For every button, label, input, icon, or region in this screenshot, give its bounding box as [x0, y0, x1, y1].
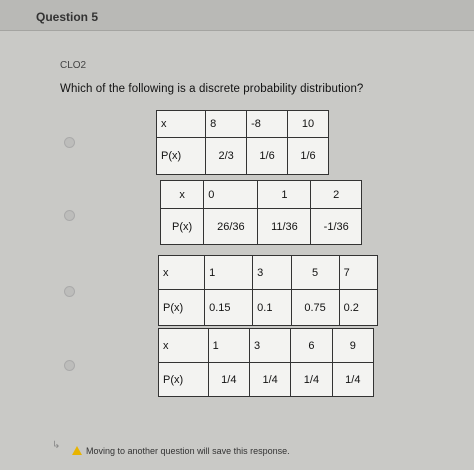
table-cell: 0.15: [205, 290, 253, 326]
table-cell: 0.75: [291, 290, 339, 326]
table-cell: 8: [206, 111, 247, 138]
table-cell: 2: [311, 181, 362, 209]
save-notice-text: Moving to another question will save this response.: [86, 446, 290, 456]
table-cell: 1/6: [288, 138, 329, 175]
question-title: Question 5: [36, 10, 99, 24]
option-4-radio[interactable]: [64, 360, 75, 371]
table-cell: P(x): [159, 363, 209, 397]
return-arrow-icon: ↳: [52, 440, 61, 451]
option-3-radio[interactable]: [64, 286, 75, 297]
option-2-radio[interactable]: [64, 210, 75, 221]
table-cell: 6: [291, 329, 332, 363]
table-cell: 0: [204, 181, 258, 209]
option-1-radio[interactable]: [64, 137, 75, 148]
question-prompt: Which of the following is a discrete probability distribution?: [60, 83, 364, 95]
table-cell: x: [157, 111, 206, 138]
table-cell: P(x): [161, 209, 204, 245]
table-cell: 1: [205, 256, 253, 290]
table-cell: -1/36: [311, 209, 362, 245]
table-cell: -8: [247, 111, 288, 138]
warning-icon: [72, 446, 82, 455]
table-cell: 11/36: [258, 209, 311, 245]
table-cell: 9: [332, 329, 373, 363]
table-cell: 1/4: [291, 363, 332, 397]
table-cell: 1/4: [208, 363, 249, 397]
table-cell: 0.1: [253, 290, 291, 326]
option-3-table: [158, 255, 378, 326]
clo-label: CLO2: [60, 60, 87, 71]
table-cell: 26/36: [204, 209, 258, 245]
option-1-table: [156, 110, 329, 175]
table-cell: P(x): [157, 138, 206, 175]
table-cell: 2/3: [206, 138, 247, 175]
table-cell: 7: [339, 256, 377, 290]
table-cell: x: [161, 181, 204, 209]
option-2-table: [160, 180, 362, 245]
save-notice: [72, 446, 290, 456]
table-cell: 0.2: [339, 290, 377, 326]
table-cell: 10: [288, 111, 329, 138]
table-cell: 5: [291, 256, 339, 290]
table-cell: P(x): [159, 290, 205, 326]
table-cell: 1/6: [247, 138, 288, 175]
table-cell: x: [159, 329, 209, 363]
table-cell: 1: [208, 329, 249, 363]
table-cell: 1: [258, 181, 311, 209]
question-header: [0, 0, 474, 31]
table-cell: 3: [253, 256, 291, 290]
table-cell: 3: [249, 329, 290, 363]
table-cell: 1/4: [249, 363, 290, 397]
table-cell: 1/4: [332, 363, 373, 397]
option-4-table: [158, 328, 374, 397]
table-cell: x: [159, 256, 205, 290]
